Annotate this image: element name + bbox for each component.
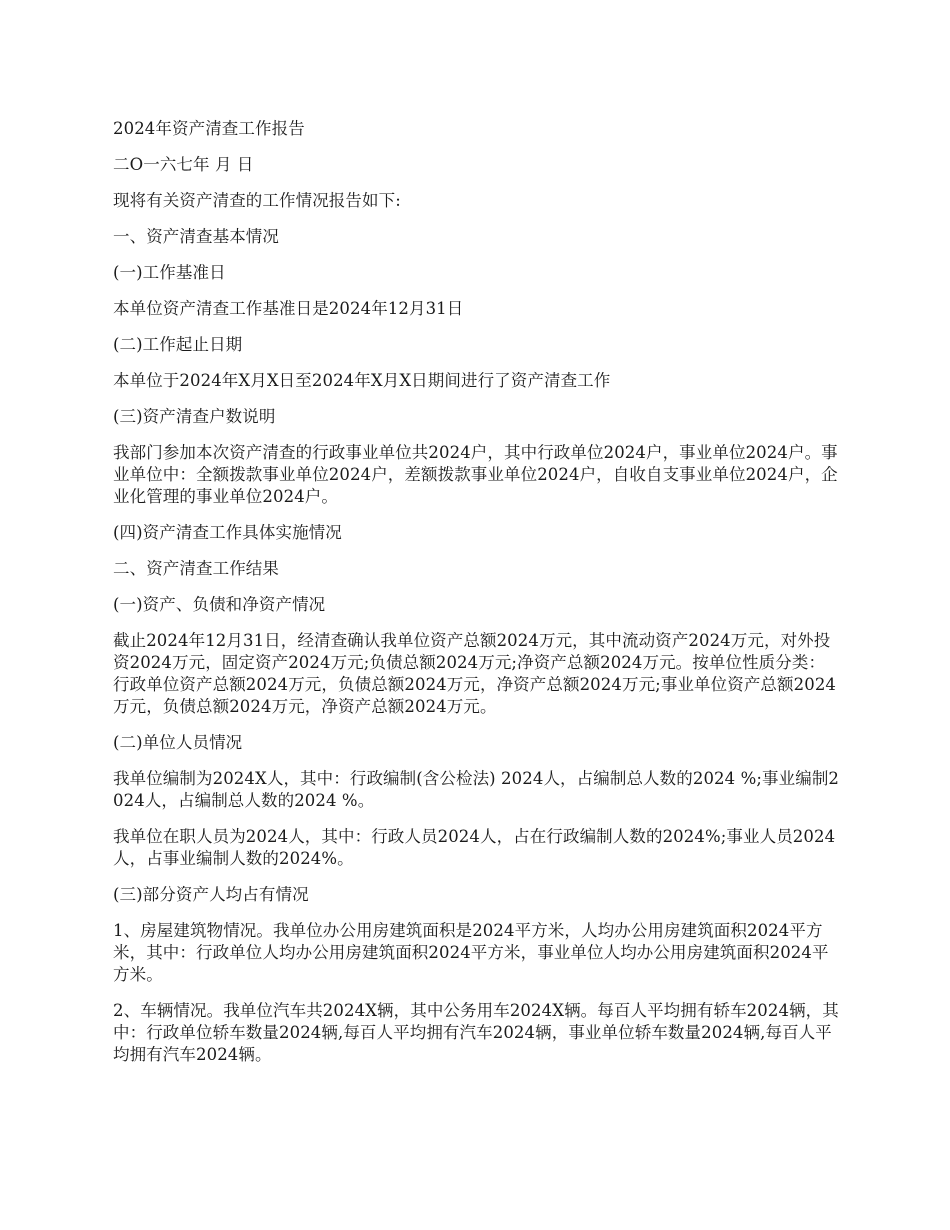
document-title: 2024年资产清查工作报告	[113, 119, 305, 138]
paragraph: 我单位在职人员为2024人，其中：行政人员2024人，占在行政编制人数的2024%;事业人员2024人，占事业编制人数的2024%。	[113, 827, 836, 868]
subsection-heading: (四)资产清查工作具体实施情况	[113, 523, 342, 542]
subsection-heading: (二)单位人员情况	[113, 733, 243, 752]
list-item: 2、车辆情况。我单位汽车共2024X辆，其中公务用车2024X辆。每百人平均拥有轿车2024辆，其中：行政单位轿车数量2024辆,每百人平均拥有汽车2024辆，事业单位轿车数量2024辆,每百人平均拥有汽车2024辆。	[113, 1001, 839, 1064]
subsection-heading: (一)资产、负债和净资产情况	[113, 595, 326, 614]
section-heading-2: 二、资产清查工作结果	[113, 559, 279, 578]
paragraph: 截止2024年12月31日，经清查确认我单位资产总额2024万元，其中流动资产2024万元，对外投资2024万元，固定资产2024万元;负债总额2024万元;净资产总额2024万元。按单位性质分类：行政单位资产总额2024万元，负债总额2024万元，净资产总额2024万元;事业单位资产总额2024万元，负债总额2024万元，净资产总额2024万元。	[113, 631, 837, 716]
paragraph: 本单位于2024年X月X日至2024年X月X日期间进行了资产清查工作	[113, 371, 611, 390]
list-item: 1、房屋建筑物情况。我单位办公用房建筑面积是2024平方米，人均办公用房建筑面积2024平方米，其中：行政单位人均办公用房建筑面积2024平方米，事业单位人均办公用房建筑面积2024平方米。	[113, 921, 829, 984]
paragraph: 本单位资产清查工作基准日是2024年12月31日	[113, 299, 464, 318]
paragraph: 我部门参加本次资产清查的行政事业单位共2024户，其中行政单位2024户，事业单位2024户。事业单位中：全额拨款事业单位2024户，差额拨款事业单位2024户，自收自支事业单位2024户，企业化管理的事业单位2024户。	[113, 443, 838, 506]
subsection-heading: (三)资产清查户数说明	[113, 407, 276, 426]
subsection-heading: (一)工作基准日	[113, 263, 226, 282]
document-body	[113, 118, 840, 1080]
intro-paragraph: 现将有关资产清查的工作情况报告如下:	[113, 191, 401, 210]
paragraph: 我单位编制为2024X人，其中：行政编制(含公检法) 2024人，占编制总人数的2024 %;事业编制2024人，占编制总人数的2024 %。	[113, 769, 840, 810]
subsection-heading: (三)部分资产人均占有情况	[113, 885, 309, 904]
section-heading-1: 一、资产清查基本情况	[113, 227, 279, 246]
subsection-heading: (二)工作起止日期	[113, 335, 243, 354]
date-line: 二O一六七年 月 日	[113, 155, 254, 174]
